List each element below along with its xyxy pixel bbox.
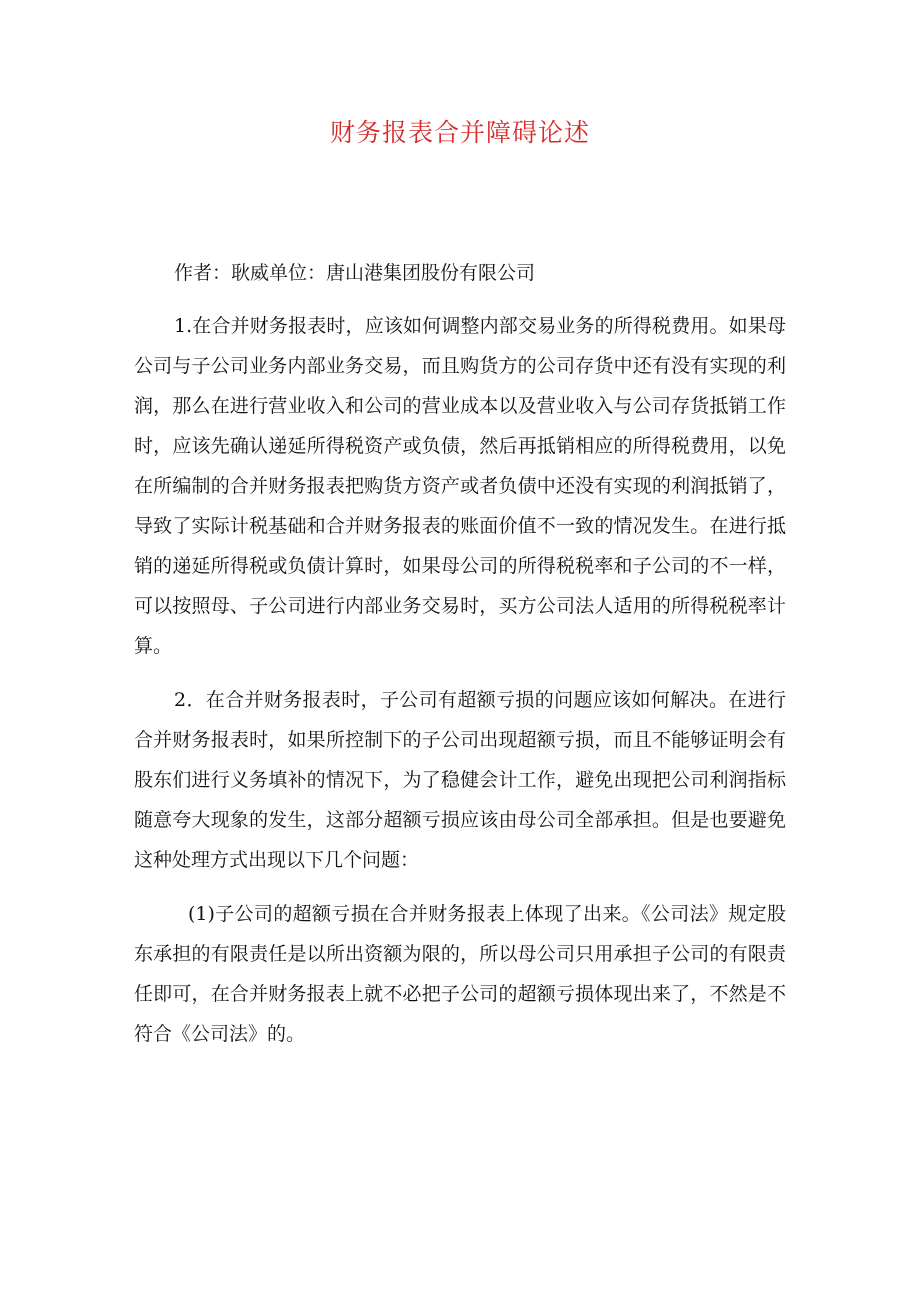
paragraph-1: 1.在合并财务报表时，应该如何调整内部交易业务的所得税费用。如果母公司与子公司业务内部业务交易，而且购货方的公司存货中还有没有实现的利润，那么在进行营业收入和公司的营业成本以及营业收入与公司存货抵销工作时，应该先确认递延所得税资产或负债，然后再抵销相应的所得税费用，以免在所编制的合并财务报表把购货方资产或者负债中还没有实现的利润抵销了，导致了实际计税基础和合并财务报表的账面价值不一致的情况发生。在进行抵销的递延所得税或负债计算时，如果母公司的所得税税率和子公司的不一样，可以按照母、子公司进行内部业务交易时，买方公司法人适用的所得税税率计算。: [134, 315, 786, 657]
author-line: 作者：耿威单位：唐山港集团股份有限公司: [174, 262, 536, 284]
paragraph-2: 2．在合并财务报表时，子公司有超额亏损的问题应该如何解决。在进行合并财务报表时，如果所控制下的子公司出现超额亏损，而且不能够证明会有股东们进行义务填补的情况下，为了稳健会计工作，避免出现把公司利润指标随意夸大现象的发生，这部分超额亏损应该由母公司全部承担。但是也要避免这种处理方式出现以下几个问题：: [134, 689, 786, 871]
paragraph-3: (1)子公司的超额亏损在合并财务报表上体现了出来。《公司法》规定股东承担的有限责任是以所出资额为限的，所以母公司只用承担子公司的有限责任即可，在合并财务报表上就不必把子公司的超额亏损体现出来了，不然是不符合《公司法》的。: [134, 903, 786, 1045]
document-title: 财务报表合并障碍论述: [329, 118, 590, 147]
document-body: [134, 253, 786, 1054]
